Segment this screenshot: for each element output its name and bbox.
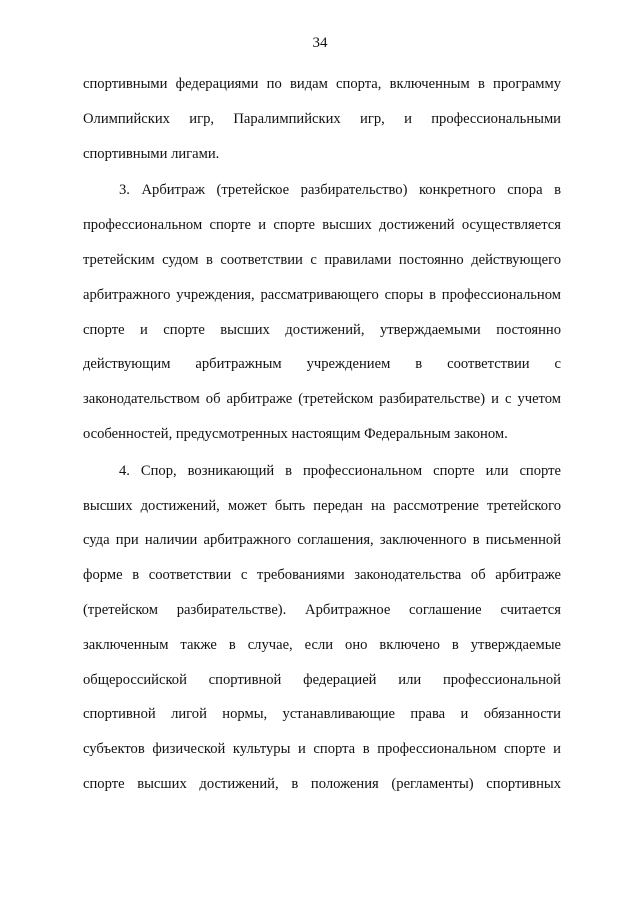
text-line: спортивными лигами. bbox=[83, 145, 220, 162]
text-line: суда при наличии арбитражного соглашения, заключенного в письменной bbox=[83, 532, 561, 549]
paragraph bbox=[83, 454, 561, 802]
page-number: 34 bbox=[312, 35, 328, 51]
document-body bbox=[83, 67, 561, 802]
text-line: арбитражного учреждения, рассматривающего споры в профессиональном bbox=[83, 286, 561, 303]
paragraph bbox=[83, 67, 561, 171]
text-line: третейским судом в соответствии с правилами постоянно действующего bbox=[83, 251, 561, 268]
text-line: спорте и спорте высших достижений, утверждаемыми постоянно bbox=[83, 321, 561, 338]
text-line: общероссийской спортивной федерацией или профессиональной bbox=[83, 671, 561, 688]
text-line: спорте высших достижений, в положения (регламенты) спортивных bbox=[83, 775, 561, 792]
text-line: законодательством об арбитраже (третейском разбирательстве) и с учетом bbox=[83, 391, 561, 408]
paragraph bbox=[83, 173, 561, 451]
text-line: профессиональном спорте и спорте высших достижений осуществляется bbox=[83, 217, 561, 234]
text-line: высших достижений, может быть передан на рассмотрение третейского bbox=[83, 497, 561, 514]
text-line: спортивной лигой нормы, устанавливающие права и обязанности bbox=[83, 706, 561, 723]
text-line: особенностей, предусмотренных настоящим Федеральным законом. bbox=[83, 425, 508, 442]
text-line: субъектов физической культуры и спорта в профессиональном спорте и bbox=[83, 741, 561, 758]
text-line: 4. Спор, возникающий в профессиональном спорте или спорте bbox=[119, 462, 561, 479]
text-line: Олимпийских игр, Паралимпийских игр, и профессиональными bbox=[83, 110, 561, 127]
text-line: действующим арбитражным учреждением в соответствии с bbox=[83, 356, 561, 373]
text-line: спортивными федерациями по видам спорта, включенным в программу bbox=[83, 76, 561, 92]
text-line: форме в соответствии с требованиями законодательства об арбитраже bbox=[83, 567, 561, 584]
text-line: (третейском разбирательстве). Арбитражное соглашение считается bbox=[83, 601, 561, 618]
text-line: заключенным также в случае, если оно включено в утверждаемые bbox=[83, 636, 561, 653]
text-line: 3. Арбитраж (третейское разбирательство) конкретного спора в bbox=[119, 182, 561, 199]
